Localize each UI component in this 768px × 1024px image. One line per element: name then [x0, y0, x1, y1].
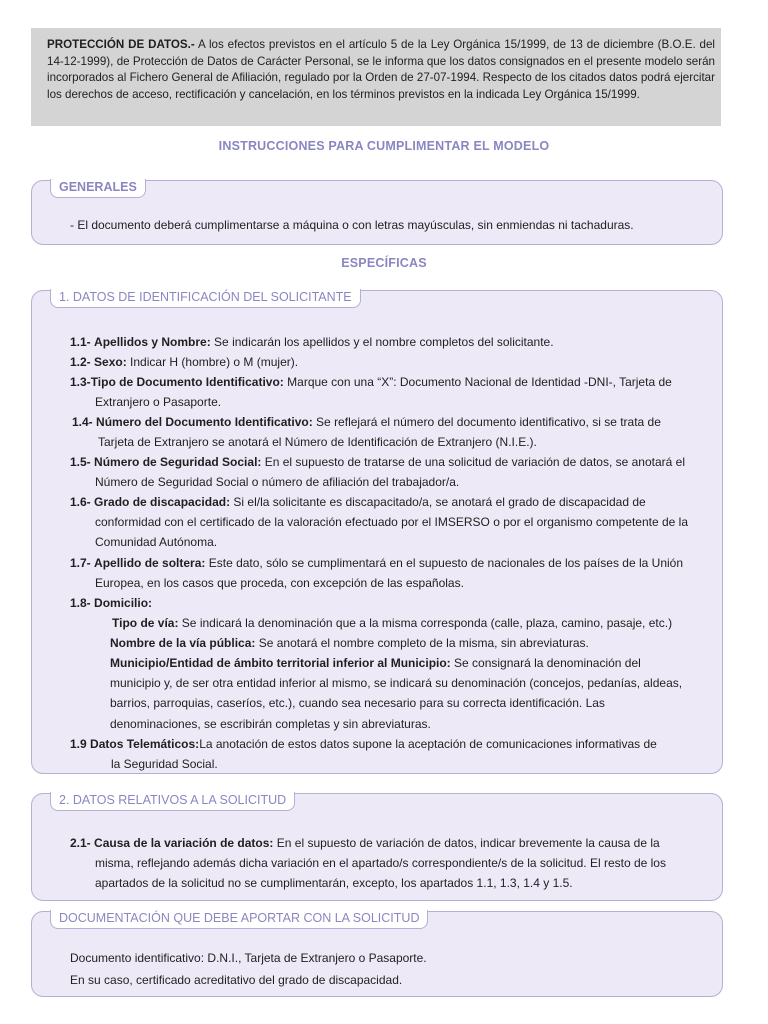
request-tab: 2. DATOS RELATIVOS A LA SOLICITUD	[50, 792, 295, 811]
item-text-cont: denominaciones, se escribirán completas y sin abreviaturas.	[110, 716, 431, 731]
item-number: 1.2-	[70, 355, 91, 369]
item-number: 1.1-	[70, 335, 91, 349]
item-label: Número de Seguridad Social:	[94, 455, 262, 469]
item-text-cont: municipio y, de ser otra entidad inferior al mismo, se indicará su denominación (concejos, pedanías, aldeas,	[110, 676, 683, 691]
item-text: Se indicarán los apellidos y el nombre completos del solicitante.	[210, 335, 554, 349]
generales-text: - El documento deberá cumplimentarse a máquina o con letras mayúsculas, sin enmiendas ni tachaduras.	[70, 218, 634, 232]
instructions-title: INSTRUCCIONES PARA CUMPLIMENTAR EL MODELO	[218, 139, 550, 153]
item-text: En el supuesto de tratarse de una solicitud de variación de datos, se anotará el	[261, 455, 686, 469]
identification-section	[31, 290, 723, 774]
request-section	[31, 793, 723, 901]
item-label: Apellidos y Nombre:	[94, 335, 211, 349]
item-text: Si el/la solicitante es discapacitado/a, se anotará el grado de discapacidad de	[230, 495, 646, 509]
item-1-8	[70, 593, 712, 613]
item-text: Marque con una “X”: Documento Nacional de Identidad -DNI-, Tarjeta de	[283, 375, 672, 389]
domicilio-tipo-via	[112, 613, 712, 633]
item-number: 1.6-	[70, 495, 91, 509]
generales-section	[31, 180, 723, 245]
item-text: En el supuesto de variación de datos, indicar brevemente la causa de la	[273, 836, 660, 850]
item-text-cont: apartados de la solicitud no se cumplimentarán, excepto, los apartados 1.1, 1.3, 1.4 y 1.5.	[95, 876, 573, 891]
item-text-cont: Número de Seguridad Social o número de afiliación del trabajador/a.	[95, 475, 460, 490]
item-1-4	[72, 412, 712, 452]
item-1-1	[70, 332, 712, 352]
item-number: 1.8-	[70, 596, 91, 610]
privacy-text: A los efectos previstos en el artículo 5 de la Ley Orgánica 15/1999, de 13 de diciembre (B.O.E. del 14-12-1999), de Protección de Datos de Carácter Personal, se le informa que los datos consignados en el presente modelo serán incorporados al Fichero General de Afiliación, regulado por la Orden de 27-07-1994. Respecto de los citados datos podrá ejercitar los derechos de acceso, rectificación y cancelación, en los términos previstos en la indicada Ley Orgánica 15/1999.	[47, 38, 716, 101]
privacy-notice-box	[31, 28, 721, 126]
item-number: 1.3-	[70, 375, 91, 389]
documentation-item: En su caso, certificado acreditativo del grado de discapacidad.	[70, 972, 403, 987]
item-text-cont: Comunidad Autónoma.	[95, 535, 218, 550]
item-2-1	[70, 833, 712, 894]
item-label: Número del Documento Identificativo:	[96, 415, 313, 429]
item-1-7	[70, 553, 712, 593]
item-label: Municipio/Entidad de ámbito territorial inferior al Municipio:	[110, 656, 451, 670]
domicilio-nombre-via	[110, 633, 712, 653]
item-text: Este dato, sólo se cumplimentará en el supuesto de nacionales de los países de la Unión	[205, 556, 684, 570]
item-number: 2.1-	[70, 836, 91, 850]
documentation-list	[70, 948, 712, 991]
item-1-5	[70, 452, 712, 492]
especificas-title: ESPECÍFICAS	[341, 256, 427, 270]
item-text: Se consignará la denominación del	[450, 656, 641, 670]
item-number: 1.4-	[72, 415, 93, 429]
item-number: 1.7-	[70, 556, 91, 570]
item-text: Indicar H (hombre) o M (mujer).	[126, 355, 299, 369]
item-text-cont: Tarjeta de Extranjero se anotará el Número de Identificación de Extranjero (N.I.E.).	[98, 435, 537, 450]
domicilio-municipio	[110, 653, 712, 734]
item-label: Datos Telemáticos:	[90, 737, 200, 751]
item-label: Apellido de soltera:	[94, 556, 206, 570]
item-text: La anotación de estos datos supone la aceptación de comunicaciones informativas de	[199, 737, 657, 751]
item-label: Grado de discapacidad:	[94, 495, 231, 509]
item-label: Nombre de la vía pública:	[110, 636, 256, 650]
item-number: 1.5-	[70, 455, 91, 469]
documentation-item: Documento identificativo: D.N.I., Tarjeta de Extranjero o Pasaporte.	[70, 951, 427, 965]
generales-tab: GENERALES	[50, 179, 146, 198]
item-label: Sexo:	[94, 355, 127, 369]
item-label: Domicilio:	[94, 596, 153, 610]
item-1-6	[70, 492, 712, 553]
item-text: Se anotará el nombre completo de la misma, sin abreviaturas.	[255, 636, 589, 650]
documentation-section	[31, 911, 723, 997]
item-text-cont: conformidad con el certificado de la valoración efectuado por el IMSERSO o por el organismo competente de la	[95, 515, 688, 530]
item-1-3	[70, 372, 712, 412]
item-text-cont: Extranjero o Pasaporte.	[95, 395, 222, 410]
item-1-9	[70, 734, 712, 774]
item-label: Tipo de Documento Identificativo:	[90, 375, 284, 389]
item-text: Se indicará la denominación que a la misma corresponda (calle, plaza, camino, pasaje, etc.)	[178, 616, 673, 630]
item-text: Se reflejará el número del documento identificativo, si se trata de	[312, 415, 661, 429]
item-text-cont: misma, reflejando además dicha variación en el apartado/s correspondiente/s de la solicitud. El resto de los	[95, 856, 666, 871]
item-number: 1.9	[70, 737, 87, 751]
item-text-cont: Europea, en los casos que proceda, con excepción de las españolas.	[95, 576, 464, 591]
identification-tab: 1. DATOS DE IDENTIFICACIÓN DEL SOLICITANTE	[50, 289, 361, 308]
item-label: Tipo de vía:	[112, 616, 179, 630]
item-1-2	[70, 352, 712, 372]
privacy-title: PROTECCIÓN DE DATOS.-	[47, 38, 195, 51]
item-text-cont: la Seguridad Social.	[111, 757, 218, 772]
item-text-cont: barrios, parroquias, caseríos, etc.), cuando sea necesario para su correcta identificación. Las	[110, 696, 605, 711]
documentation-tab: DOCUMENTACIÓN QUE DEBE APORTAR CON LA SOLICITUD	[50, 910, 428, 929]
item-label: Causa de la variación de datos:	[94, 836, 274, 850]
